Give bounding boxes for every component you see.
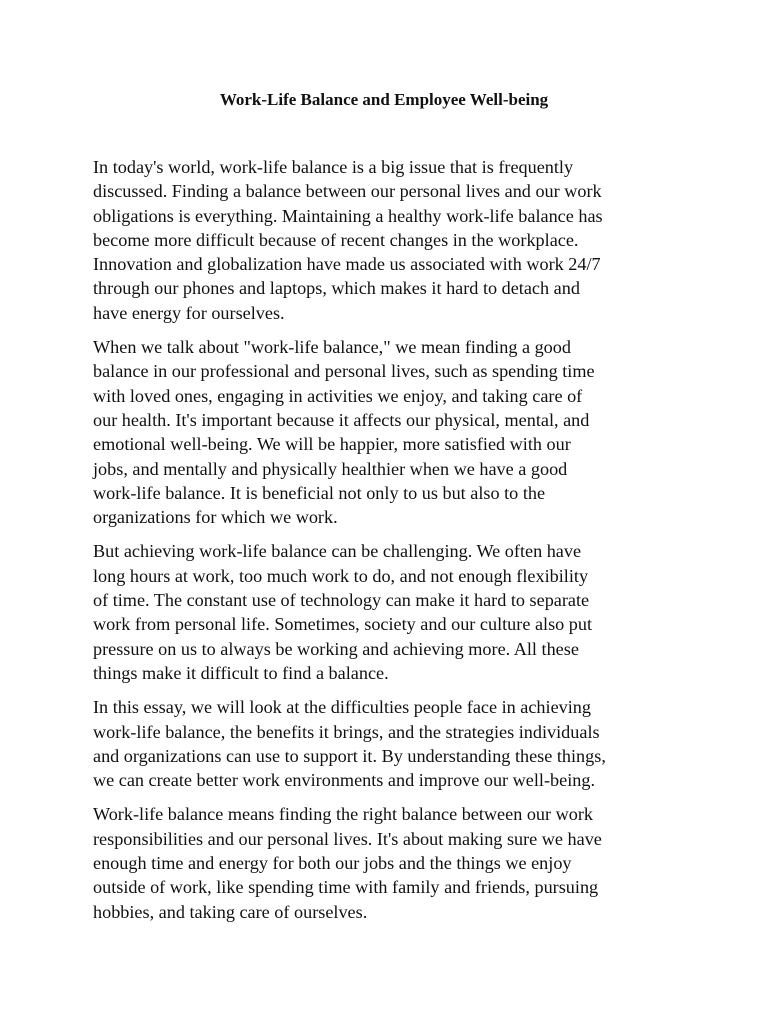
text-line: responsibilities and our personal lives. It's about making sure we have bbox=[93, 828, 602, 849]
text-line: organizations for which we work. bbox=[93, 507, 338, 528]
document-body bbox=[93, 155, 673, 934]
text-line: we can create better work environments and improve our well-being. bbox=[93, 770, 595, 791]
paragraph-2 bbox=[93, 335, 673, 529]
text-line: of time. The constant use of technology can make it hard to separate bbox=[93, 590, 590, 611]
text-line: Innovation and globalization have made us associated with work 24/7 bbox=[93, 254, 601, 275]
paragraph-1 bbox=[93, 155, 673, 325]
text-line: outside of work, like spending time with family and friends, pursuing bbox=[93, 877, 599, 898]
text-line: with loved ones, engaging in activities we enjoy, and taking care of bbox=[93, 385, 583, 406]
text-line: have energy for ourselves. bbox=[93, 302, 285, 323]
text-line: emotional well-being. We will be happier, more satisfied with our bbox=[93, 434, 571, 455]
text-line: In this essay, we will look at the difficulties people face in achieving bbox=[93, 697, 591, 718]
text-line: When we talk about "work-life balance," we mean finding a good bbox=[93, 337, 571, 358]
text-line: hobbies, and taking care of ourselves. bbox=[93, 901, 368, 922]
text-line: obligations is everything. Maintaining a healthy work-life balance has bbox=[93, 205, 603, 226]
text-line: work from personal life. Sometimes, society and our culture also put bbox=[93, 614, 593, 635]
text-line: Work-life balance means finding the right balance between our work bbox=[93, 804, 594, 825]
paragraph-5 bbox=[93, 802, 673, 923]
text-line: become more difficult because of recent changes in the workplace. bbox=[93, 229, 579, 250]
text-line: balance in our professional and personal lives, such as spending time bbox=[93, 361, 595, 382]
text-line: through our phones and laptops, which makes it hard to detach and bbox=[93, 278, 580, 299]
text-line: work-life balance, the benefits it brings, and the strategies individuals bbox=[93, 721, 600, 742]
paragraph-4 bbox=[93, 695, 673, 792]
text-line: our health. It's important because it affects our physical, mental, and bbox=[93, 409, 590, 430]
text-line: discussed. Finding a balance between our personal lives and our work bbox=[93, 181, 602, 202]
text-line: jobs, and mentally and physically healthier when we have a good bbox=[93, 458, 568, 479]
document-title: Work-Life Balance and Employee Well-being bbox=[219, 90, 549, 109]
text-line: long hours at work, too much work to do, and not enough flexibility bbox=[93, 565, 589, 586]
text-line: things make it difficult to find a balance. bbox=[93, 662, 389, 683]
text-line: and organizations can use to support it. By understanding these things, bbox=[93, 745, 606, 766]
text-line: enough time and energy for both our jobs and the things we enjoy bbox=[93, 853, 572, 874]
text-line: work-life balance. It is beneficial not only to us but also to the bbox=[93, 482, 546, 503]
text-line: But achieving work-life balance can be challenging. We often have bbox=[93, 541, 582, 562]
text-line: pressure on us to always be working and achieving more. All these bbox=[93, 638, 579, 659]
text-line: In today's world, work-life balance is a big issue that is frequently bbox=[93, 157, 574, 177]
paragraph-3 bbox=[93, 539, 673, 685]
